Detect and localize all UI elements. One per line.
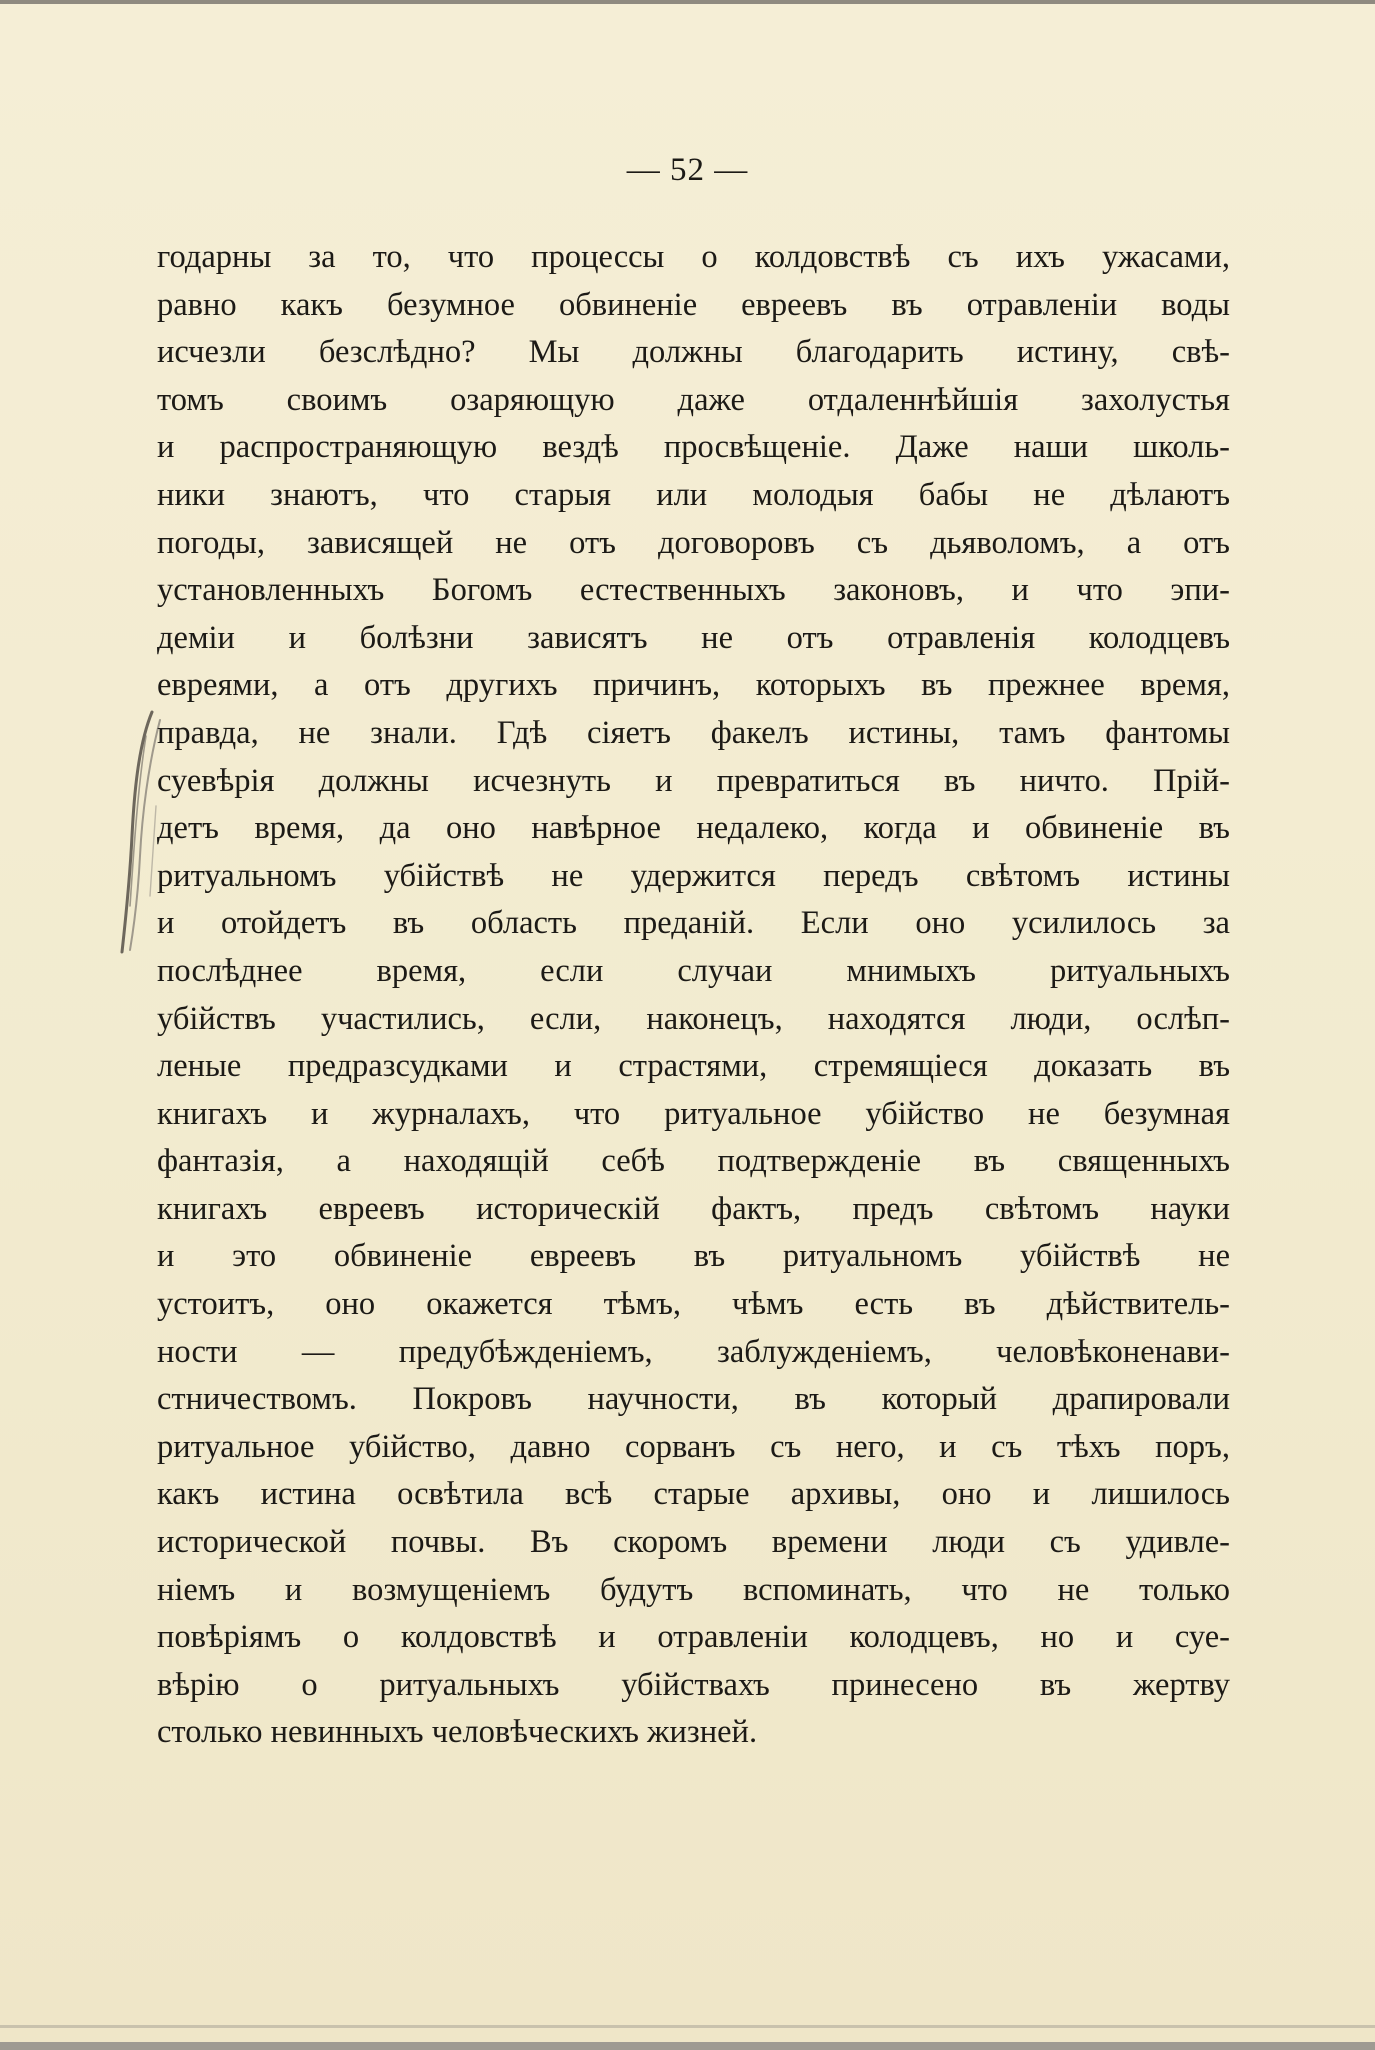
- text-line: ритуальное убійство, давно сорванъ съ него, и съ тѣхъ поръ,: [157, 1428, 1230, 1465]
- text-line: суевѣрія должны исчезнуть и превратиться въ ничто. Прій-: [157, 762, 1230, 799]
- text-line: детъ время, да оно навѣрное недалеко, когда и обвиненіе въ: [157, 810, 1230, 847]
- text-line: ники знаютъ, что старыя или молодыя бабы не дѣлаютъ: [157, 476, 1230, 513]
- text-line: устоитъ, оно окажется тѣмъ, чѣмъ есть въ дѣйствитель-: [157, 1286, 1230, 1323]
- text-line: книгахъ евреевъ историческій фактъ, предъ свѣтомъ науки: [157, 1190, 1230, 1227]
- page-top-edge: [0, 0, 1375, 4]
- text-line-last: столько невинныхъ человѣческихъ жизней.: [157, 1714, 758, 1751]
- text-line: и это обвиненіе евреевъ въ ритуальномъ убійствѣ не: [157, 1238, 1230, 1275]
- text-line: исчезли безслѣдно? Мы должны благодарить истину, свѣ-: [157, 334, 1230, 371]
- text-line: и распространяющую вездѣ просвѣщеніе. Даже наши школь-: [157, 429, 1230, 466]
- text-line: установленныхъ Богомъ естественныхъ законовъ, и что эпи-: [157, 572, 1230, 609]
- text-line: какъ истина освѣтила всѣ старые архивы, оно и лишилось: [157, 1476, 1230, 1513]
- text-line: и отойдетъ въ область преданій. Если оно усилилось за: [157, 905, 1230, 942]
- text-line: послѣднее время, если случаи мнимыхъ ритуальныхъ: [157, 952, 1230, 989]
- page-number: — 52 —: [626, 152, 749, 188]
- text-line: убійствъ участились, если, наконецъ, находятся люди, ослѣп-: [157, 1000, 1230, 1037]
- text-line: правда, не знали. Гдѣ сіяетъ факелъ истины, тамъ фантомы: [157, 714, 1230, 751]
- text-line: погоды, зависящей не отъ договоровъ съ дьяволомъ, а отъ: [157, 524, 1230, 561]
- text-line: книгахъ и журналахъ, что ритуальное убійство не безумная: [157, 1095, 1230, 1132]
- text-line: равно какъ безумное обвиненіе евреевъ въ отравленіи воды: [157, 286, 1230, 323]
- text-line: вѣрію о ритуальныхъ убійствахъ принесено въ жертву: [157, 1666, 1230, 1703]
- text-line: стничествомъ. Покровъ научности, въ который драпировали: [157, 1381, 1230, 1418]
- text-line: годарны за то, что процессы о колдовствѣ съ ихъ ужасами,: [157, 239, 1230, 275]
- text-line: евреями, а отъ другихъ причинъ, которыхъ въ прежнее время,: [157, 667, 1230, 704]
- text-line: повѣріямъ о колдовствѣ и отравленіи колодцевъ, но и суе-: [157, 1619, 1230, 1656]
- text-line: томъ своимъ озаряющую даже отдаленнѣйшія захолустья: [157, 381, 1230, 418]
- body-text: [157, 234, 1230, 1757]
- page-bottom-rule: [0, 2025, 1375, 2028]
- text-line: фантазія, а находящій себѣ подтвержденіе въ священныхъ: [157, 1143, 1230, 1180]
- text-line: ніемъ и возмущеніемъ будутъ вспоминать, что не только: [157, 1571, 1230, 1608]
- page-bottom-edge: [0, 2042, 1375, 2050]
- text-line: деміи и болѣзни зависятъ не отъ отравленія колодцевъ: [157, 619, 1230, 656]
- text-line: ности — предубѣжденіемъ, заблужденіемъ, человѣконенави-: [157, 1333, 1230, 1370]
- text-line: леные предразсудками и страстями, стремящіеся доказать въ: [157, 1048, 1230, 1085]
- text-line: ритуальномъ убійствѣ не удержится передъ свѣтомъ истины: [157, 857, 1230, 894]
- text-line: исторической почвы. Въ скоромъ времени люди съ удивле-: [157, 1524, 1230, 1561]
